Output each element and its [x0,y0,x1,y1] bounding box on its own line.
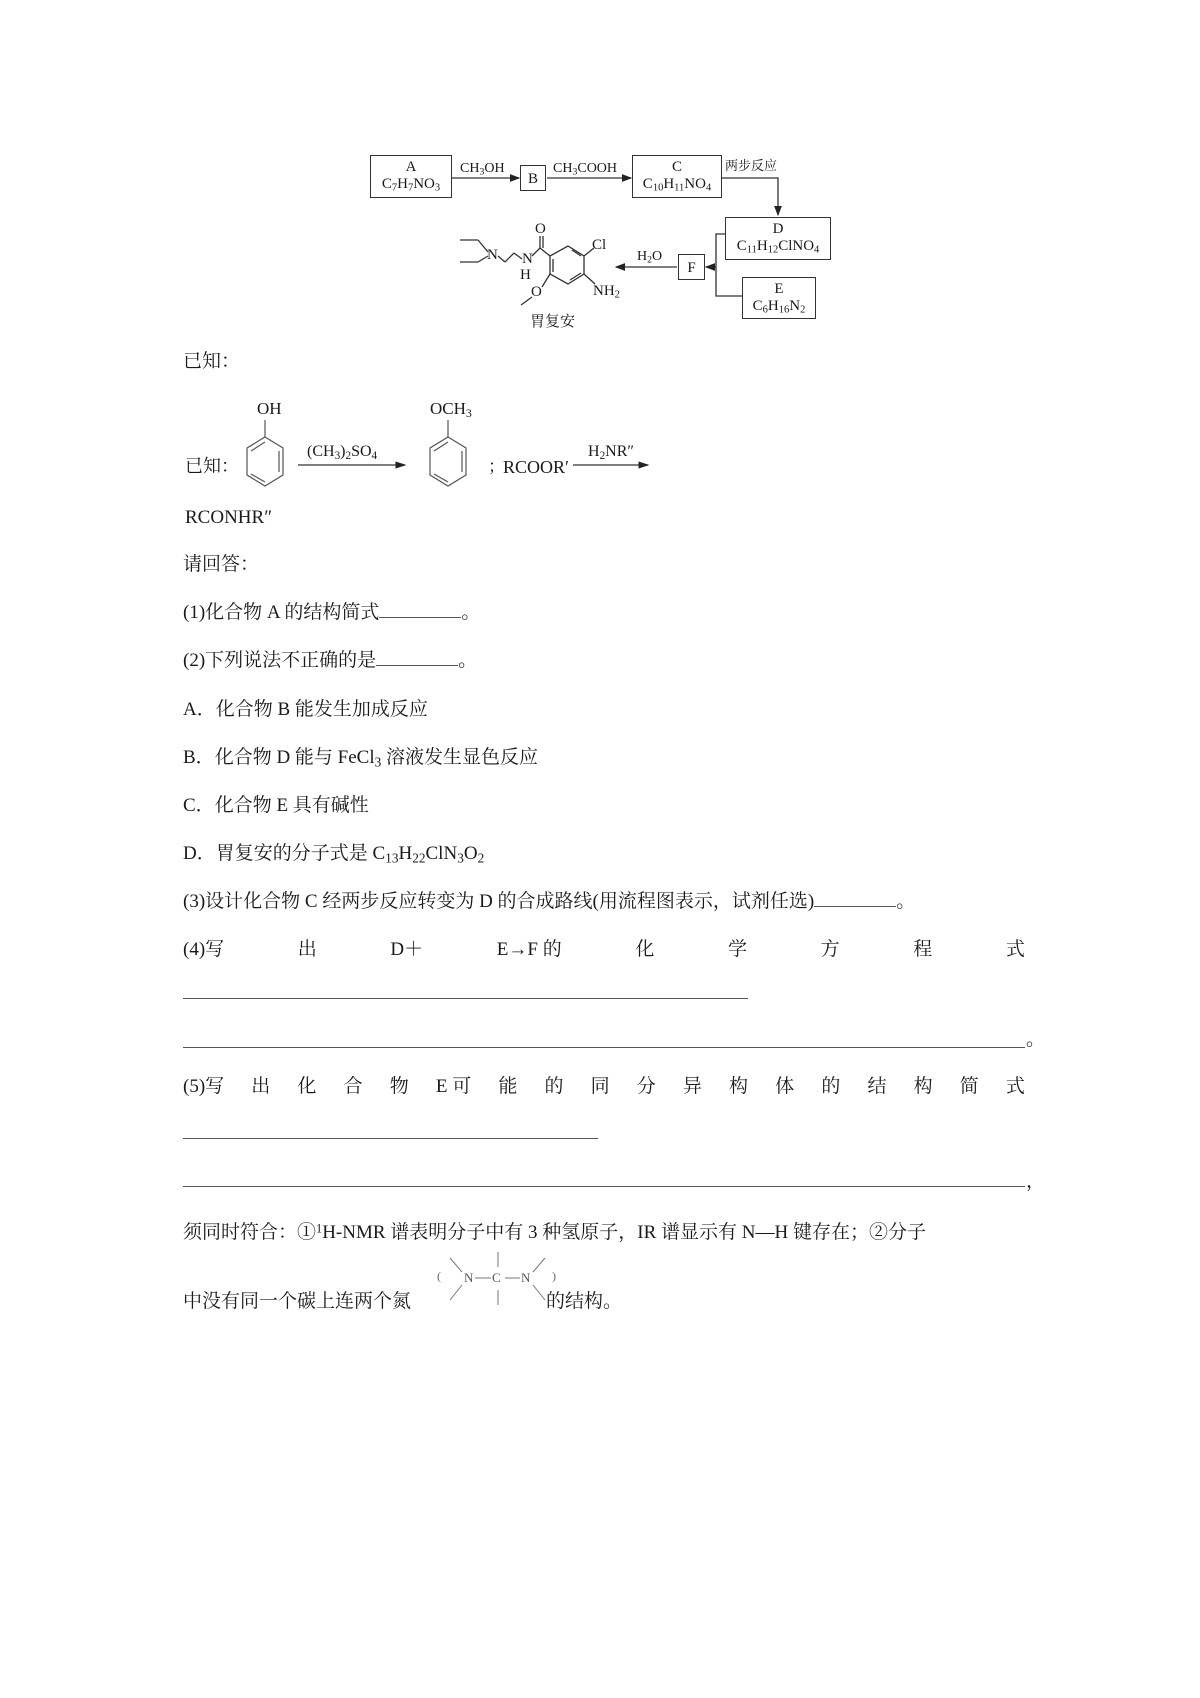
product-name: 胃复安 [530,312,576,330]
anisole-och3-label: $OCH_3$ [430,399,472,420]
option-a: A．化合物 B 能发生加成反应 [183,699,428,720]
compound-d-formula: $C_{11}H_{12}ClNO_4$ [736,238,820,256]
compound-e-formula: $C_6H_{16}N_2$ [752,298,806,316]
product-n-amine-label: N [487,247,498,263]
phenol-oh-label: OH [257,399,282,418]
compound-f-label: F [687,260,696,276]
compound-a-formula: $C_7H_7NO_3$ [381,176,441,194]
question-3: (3)设计化合物 C 经两步反应转变为 D 的合成路线(用流程图表示，试剂任选) 。 [183,891,916,912]
amide-product-label: RCONHR″ [185,507,273,528]
reagent-f-to-product: $H_2O$ [637,249,663,266]
product-o-label: O [535,221,546,237]
product-nh2-label: $NH_2$ [593,283,620,301]
compound-b-label: B [527,171,538,187]
conditions-line-1: 须同时符合：①$^1$H-NMR 谱表明分子中有 3 种氢原子，IR 谱显示有 N—H 键存在；②分子 [183,1221,926,1243]
answer-prompt: 请回答： [183,553,260,575]
ncn-open-paren: ( [437,1269,441,1283]
ester-label: RCOOR′ [503,457,569,477]
question-2: (2)下列说法不正确的是 。 [183,650,478,671]
reagent-a-to-b: $CH_3OH$ [460,161,505,178]
ncn-c: C [492,1270,501,1285]
conditions-line-2: 中没有同一个碳上连两个氮 的结构。 [183,1291,623,1312]
known-heading: 已知： [183,350,241,372]
compound-a-label: A [405,159,417,175]
known-prefix: 已知： [185,456,239,477]
product-o-methoxy-label: O [531,284,542,300]
q5-end: ， [1026,1171,1046,1192]
reagent-c-to-d: 两步反应 [725,159,778,174]
compound-c-formula: $C_{10}H_{11}NO_4$ [642,176,712,194]
option-b: B．化合物 D 能与 FeCl$_3$ 溶液发生显色反应 [183,747,539,770]
compound-e-label: E [774,281,784,297]
reagent-b-to-c: $CH_3COOH$ [553,161,618,178]
product-n-amide-label: N [522,251,533,267]
question-4: (4)写 出 D＋ E→F 的 化 学 方 程 式 [183,939,1025,960]
product-cl-label: Cl [592,237,607,253]
compound-d-label: D [772,221,784,237]
question-5: (5)写 出 化 合 物 E 可 能 的 同 分 异 构 体 的 结 构 简 式 [183,1076,1025,1097]
known-separator: ； [488,457,505,476]
reagent-dimethyl-sulfate: $(CH_3)_2SO_4$ [307,443,378,462]
ncn-close-paren: ) [552,1269,556,1283]
ncn-n2: N [521,1270,531,1285]
option-c: C．化合物 E 具有碱性 [183,795,369,816]
compound-c-label: C [671,159,682,175]
product-h-amide-label: H [520,267,531,283]
ncn-n1: N [464,1270,474,1285]
reagent-amine: $H_2NR''$ [588,443,635,462]
option-d: D．胃复安的分子式是 $C_{13}H_{22}ClN_3O_2$ [183,843,485,866]
q4-end: 。 [1026,1029,1046,1050]
question-1: (1)化合物 A 的结构简式 。 [183,602,481,623]
